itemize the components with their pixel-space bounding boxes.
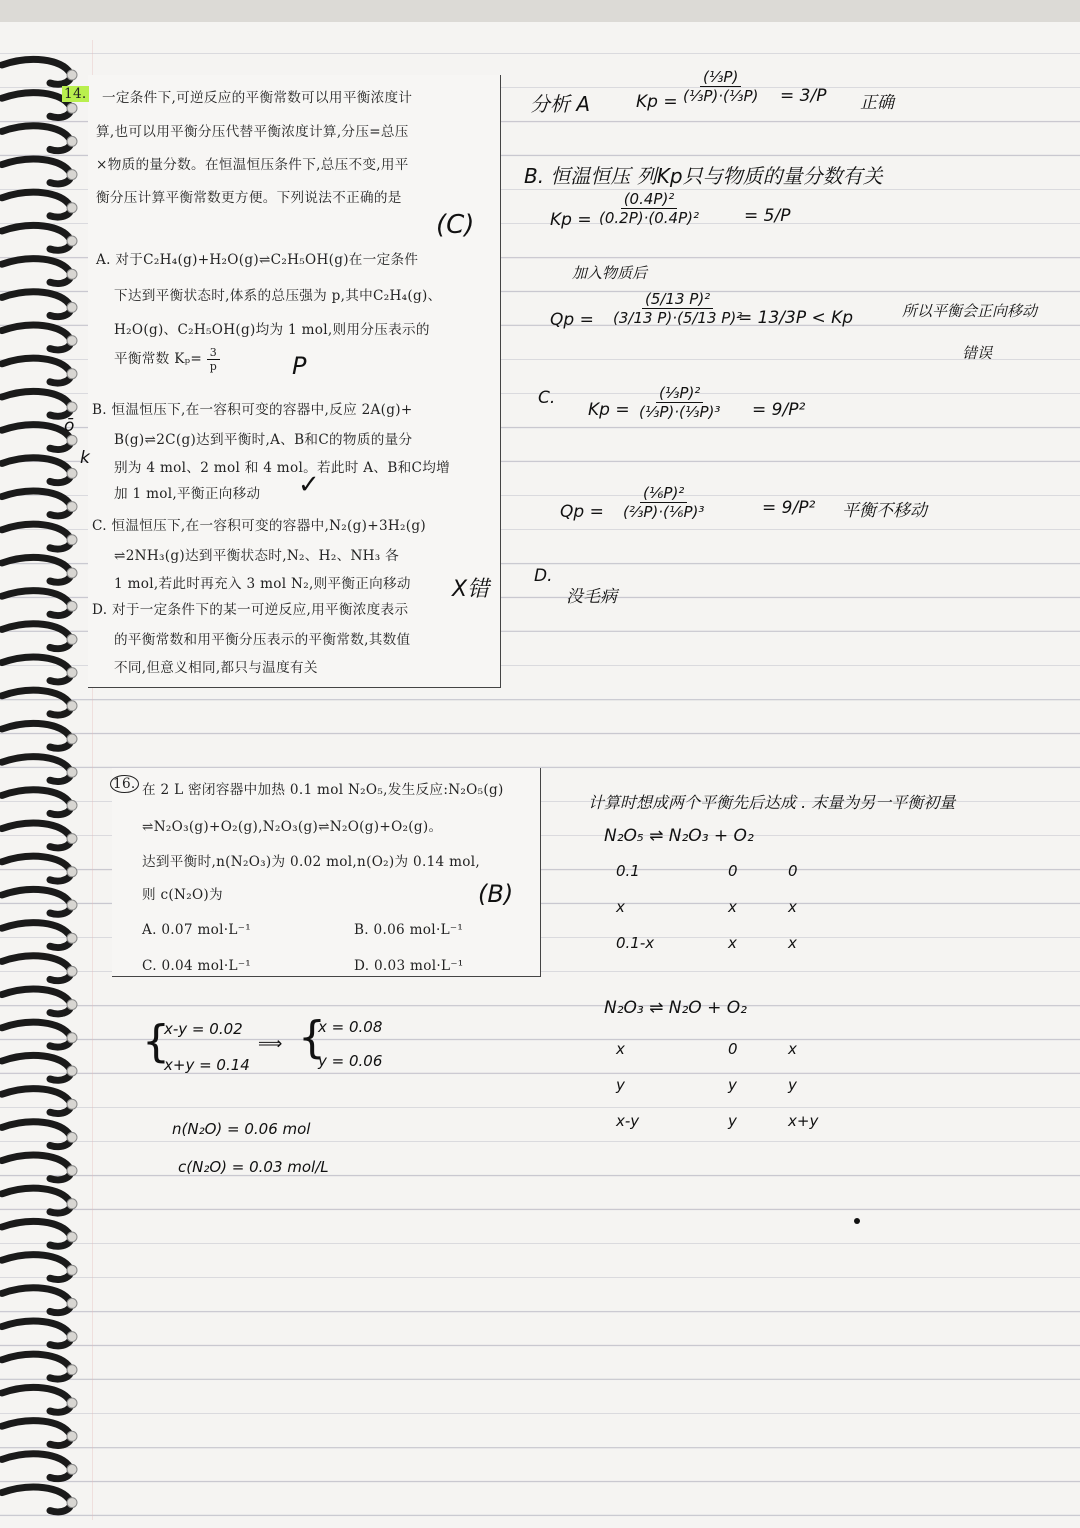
eq2-table-cell: y (728, 1076, 737, 1094)
eq1-table-cell: x (616, 898, 625, 916)
spiral-coil (2, 989, 71, 1014)
analysis-b-qp-den: (3/13 P)·(5/13 P)² (613, 309, 743, 327)
q14-option-d-line-1: D. 对于一定条件下的某一可逆反应,用平衡浓度表示 (92, 602, 409, 618)
spiral-coil (2, 823, 71, 848)
spiral-coil (2, 259, 71, 284)
analysis-b-kp-den: (0.2P)·(0.4P)² (599, 209, 699, 227)
spiral-coil (2, 1454, 71, 1479)
eq1-table-cell: x (728, 898, 737, 916)
work16-system-left-1: x-y = 0.02 (164, 1020, 243, 1038)
ink-dot (854, 1218, 860, 1224)
binding-hole (67, 502, 77, 512)
analysis-a-kp-fraction (680, 68, 761, 105)
binding-hole (67, 867, 77, 877)
spiral-coil (2, 524, 71, 549)
binding-hole (67, 734, 77, 744)
q16-stem-line-1: 在 2 L 密闭容器中加热 0.1 mol N₂O₅,发生反应:N₂O₅(g) (142, 782, 504, 798)
eq1-table-cell: x (788, 898, 797, 916)
spiral-coil (2, 1487, 71, 1512)
binding-hole (67, 103, 77, 113)
binding-hole (67, 435, 77, 445)
analysis-d-verdict: 没毛病 (566, 587, 617, 607)
analysis-c-qp-den: (⅔P)·(⅙P)³ (623, 503, 705, 521)
analysis-b-label: B. 恒温恒压 列Kp只与物质的量分数有关 (524, 164, 883, 188)
binding-hole (67, 834, 77, 844)
work16-arrow: ⟹ (258, 1034, 283, 1054)
analysis-b-kp-result: = 5/P (744, 206, 791, 226)
spiral-coil (2, 790, 71, 815)
analysis-d-label: D. (534, 566, 553, 586)
q14-stem-line-1: 一定条件下,可逆反应的平衡常数可以用平衡浓度计 (102, 90, 413, 106)
binding-hole (67, 468, 77, 478)
q16-stem-line-3: 达到平衡时,n(N₂O₃)为 0.02 mol,n(O₂)为 0.14 mol, (142, 854, 481, 870)
q14-stem-line-4: 衡分压计算平衡常数更方便。下列说法不正确的是 (96, 190, 402, 206)
q14-option-c-line-1: C. 恒温恒压下,在一容积可变的容器中,N₂(g)+3H₂(g) (92, 518, 427, 534)
binding-hole (67, 900, 77, 910)
eq1-table-cell: 0 (788, 862, 798, 880)
q14-option-b-check-mark: ✓ (298, 470, 320, 500)
analysis-a-kp-num: (⅓P) (700, 68, 741, 87)
binding-hole (67, 302, 77, 312)
spiral-coil (2, 856, 71, 881)
q14-option-c-line-2: ⇌2NH₃(g)达到平衡状态时,N₂、H₂、NH₃ 各 (114, 548, 400, 564)
q14-option-a-kp-label: 平衡常数 Kₚ= (114, 351, 203, 367)
spiral-coil (2, 458, 71, 483)
analysis-a-kp-frac (680, 68, 761, 105)
binding-hole (67, 269, 77, 279)
analysis-a-label: 分析 A (530, 92, 591, 116)
q16-number-circle: 16. (110, 775, 139, 793)
binding-hole (67, 933, 77, 943)
q16-clipping (112, 768, 541, 977)
analysis-c-kp-result: = 9/P² (752, 400, 806, 420)
spiral-coil (2, 889, 71, 914)
eq2-table-cell: x-y (616, 1112, 640, 1130)
binding-hole (67, 1000, 77, 1010)
binding-hole (67, 1365, 77, 1375)
q14-option-b-line-3: 别为 4 mol、2 mol 和 4 mol。若此时 A、B和C均增 (114, 460, 450, 476)
spiral-coil (2, 690, 71, 715)
analysis-b-conclusion-2: 错误 (962, 344, 993, 362)
analysis-c-qp-fraction (620, 484, 707, 521)
spiral-coil (2, 1089, 71, 1114)
binding-hole (67, 1166, 77, 1176)
spiral-coil (2, 159, 71, 184)
spiral-coil (2, 591, 71, 616)
q14-number-highlight: 14. (64, 86, 87, 102)
spiral-coil (2, 1055, 71, 1080)
spiral-coil (2, 292, 71, 317)
q14-option-c-wrong-mark: X错 (452, 577, 490, 602)
spiral-coil (2, 425, 71, 450)
q14-option-b-side-mark-2: k (80, 448, 90, 468)
q16-option-b: B. 0.06 mol·L⁻¹ (354, 922, 464, 938)
analysis-a-kp-result: = 3/P (780, 86, 827, 106)
binding-hole (67, 1398, 77, 1408)
binding-hole (67, 601, 77, 611)
eq2-table-cell: 0 (728, 1040, 738, 1058)
analysis-c-qp-result: = 9/P² (762, 498, 816, 518)
analysis-b-add-note: 加入物质后 (572, 264, 648, 282)
eq1-table-cell: 0.1 (616, 862, 640, 880)
binding-hole (67, 1498, 77, 1508)
binding-hole (67, 568, 77, 578)
q14-stem-line-3: ×物质的量分数。在恒温恒压条件下,总压不变,用平 (96, 157, 409, 173)
binding-hole (67, 369, 77, 379)
analysis-c-conclusion: 平衡不移动 (842, 501, 927, 521)
q14-option-a-line-4 (114, 346, 220, 373)
eq2-table-cell: y (728, 1112, 737, 1130)
spiral-coil (2, 1255, 71, 1280)
binding-hole (67, 966, 77, 976)
analysis-c-qp-lhs: Qp = (560, 502, 604, 522)
eq2-table-cell: x+y (788, 1112, 819, 1130)
work16-system-right-1: x = 0.08 (318, 1018, 383, 1036)
spiral-coil (2, 491, 71, 516)
work16-system-right-2: y = 0.06 (318, 1052, 383, 1070)
spiral-coil (2, 557, 71, 582)
q14-option-a-line-2: 下达到平衡状态时,体系的总压强为 p,其中C₂H₄(g)、 (114, 288, 442, 304)
q14-number (62, 86, 89, 102)
spiral-coil (2, 93, 71, 118)
analysis-c-kp-lhs: Kp = (588, 400, 630, 420)
q14-option-a-kp-den: p (209, 360, 218, 373)
spiral-coil (2, 1354, 71, 1379)
binding-hole (67, 1431, 77, 1441)
spiral-coil (2, 225, 71, 250)
eq1-table-cell: 0 (728, 862, 738, 880)
eq2-table-cell: x (788, 1040, 797, 1058)
work16-equation-1: N₂O₅ ⇌ N₂O₃ + O₂ (604, 826, 754, 846)
analysis-c-qp-frac (620, 484, 707, 521)
analysis-b-qp-lhs: Qp = (550, 310, 594, 330)
q14-option-b-line-1: B. 恒温恒压下,在一容积可变的容器中,反应 2A(g)+ (92, 402, 413, 418)
binding-hole (67, 767, 77, 777)
analysis-b-kp-lhs: Kp = (550, 210, 592, 230)
binding-hole (67, 170, 77, 180)
eq2-table-cell: x (616, 1040, 625, 1058)
work16-c-result: c(N₂O) = 0.03 mol/L (178, 1158, 329, 1176)
analysis-b-kp-fraction (596, 190, 702, 227)
q14-option-b-line-4: 加 1 mol,平衡正向移动 (114, 486, 261, 502)
spiral-coil (2, 1421, 71, 1446)
q14-stem-line-2: 算,也可以用平衡分压代替平衡浓度计算,分压=总压 (96, 124, 409, 140)
binding-hole (67, 634, 77, 644)
q16-answer-handwritten: (B) (478, 880, 514, 908)
analysis-a-kp-den: (⅓P)·(⅓P) (683, 87, 759, 105)
binding-hole (67, 535, 77, 545)
q16-option-a: A. 0.07 mol·L⁻¹ (142, 922, 251, 938)
work16-note: 计算时想成两个平衡先后达成 . 末量为另一平衡初量 (588, 793, 956, 812)
spiral-coil (2, 1022, 71, 1047)
binding-hole (67, 236, 77, 246)
spiral-coil (2, 59, 71, 84)
spiral-coil (2, 757, 71, 782)
spiral-coil (2, 1221, 71, 1246)
work16-brace-left: { (142, 1016, 170, 1067)
analysis-c-kp-frac (636, 384, 723, 421)
spiral-coil (2, 956, 71, 981)
analysis-c-kp-den: (⅓P)·(⅓P)³ (639, 403, 721, 421)
spiral-coil (2, 1188, 71, 1213)
q14-option-a-mark: P (292, 352, 307, 380)
spiral-coil (2, 723, 71, 748)
eq2-table-cell: y (788, 1076, 797, 1094)
q16-option-d: D. 0.03 mol·L⁻¹ (354, 958, 464, 974)
binding-hole (67, 800, 77, 810)
q16-stem-line-4: 则 c(N₂O)为 (142, 887, 223, 903)
binding-hole (67, 1332, 77, 1342)
analysis-a-kp-lhs: Kp = (636, 92, 678, 112)
spiral-coil (2, 325, 71, 350)
q14-option-a-line-3: H₂O(g)、C₂H₅OH(g)均为 1 mol,则用分压表示的 (114, 322, 430, 338)
spiral-coil (2, 358, 71, 383)
binding-hole (67, 1298, 77, 1308)
spiral-coil (2, 657, 71, 682)
analysis-b-conclusion-1: 所以平衡会正向移动 (902, 302, 1038, 320)
spiral-coil (2, 923, 71, 948)
binding-hole (67, 1066, 77, 1076)
work16-n-result: n(N₂O) = 0.06 mol (172, 1120, 311, 1138)
binding-hole (67, 1099, 77, 1109)
q14-option-a-line-1: A. 对于C₂H₄(g)+H₂O(g)⇌C₂H₅OH(g)在一定条件 (96, 252, 419, 268)
spiral-coil (2, 1288, 71, 1313)
analysis-c-label: C. (538, 388, 556, 408)
binding-hole (67, 1033, 77, 1043)
binding-hole (67, 701, 77, 711)
eq1-table-cell: x (728, 934, 737, 952)
binding-hole (67, 203, 77, 213)
analysis-c-kp-fraction (636, 384, 723, 421)
binding-hole (67, 668, 77, 678)
eq2-table-cell: y (616, 1076, 625, 1094)
spiral-binding (0, 55, 95, 1525)
binding-hole (67, 1232, 77, 1242)
page-top-strip (0, 0, 1080, 22)
analysis-c-qp-num: (⅙P)² (640, 484, 687, 503)
analysis-b-qp-fraction (610, 290, 745, 327)
q14-option-d-line-3: 不同,但意义相同,都只与温度有关 (114, 660, 318, 676)
binding-hole (67, 1132, 77, 1142)
work16-system-left-2: x+y = 0.14 (164, 1056, 250, 1074)
spiral-coil (2, 1387, 71, 1412)
q14-option-b-line-2: B(g)⇌2C(g)达到平衡时,A、B和C的物质的量分 (114, 432, 413, 448)
eq1-table-cell: x (788, 934, 797, 952)
work16-brace-right: { (298, 1012, 326, 1063)
q14-option-a-kp-num: 3 (207, 346, 220, 360)
spiral-coil (2, 192, 71, 217)
q14-option-d-line-2: 的平衡常数和用平衡分压表示的平衡常数,其数值 (114, 632, 411, 648)
analysis-b-kp-num: (0.4P)² (621, 190, 678, 209)
analysis-b-qp-result: = 13/3P < Kp (738, 308, 854, 328)
analysis-b-qp-frac (610, 290, 745, 327)
q16-stem-line-2: ⇌N₂O₃(g)+O₂(g),N₂O₃(g)⇌N₂O(g)+O₂(g)。 (142, 819, 443, 835)
binding-hole (67, 1464, 77, 1474)
spiral-coil (2, 126, 71, 151)
spiral-coil (2, 1321, 71, 1346)
analysis-a-verdict: 正确 (860, 93, 894, 113)
q16-option-c: C. 0.04 mol·L⁻¹ (142, 958, 252, 974)
binding-hole (67, 336, 77, 346)
work16-equation-2: N₂O₃ ⇌ N₂O + O₂ (604, 998, 747, 1018)
analysis-c-kp-num: (⅓P)² (656, 384, 703, 403)
binding-hole (67, 136, 77, 146)
spiral-coil (2, 391, 71, 416)
binding-hole (67, 402, 77, 412)
spiral-coil (2, 624, 71, 649)
spiral-coil (2, 1122, 71, 1147)
binding-hole (67, 1199, 77, 1209)
q14-option-c-line-3: 1 mol,若此时再充入 3 mol N₂,则平衡正向移动 (114, 576, 411, 592)
analysis-b-kp-frac (596, 190, 702, 227)
q14-option-a-kp-fraction (207, 346, 220, 373)
spiral-coil (2, 1155, 71, 1180)
q16-number (110, 776, 139, 792)
q14-option-b-side-mark-1: ō (64, 416, 75, 436)
analysis-b-qp-num: (5/13 P)² (642, 290, 713, 309)
binding-hole (67, 70, 77, 80)
eq1-table-cell: 0.1-x (616, 934, 655, 952)
binding-hole (67, 1265, 77, 1275)
q14-answer-handwritten: (C) (436, 210, 475, 240)
